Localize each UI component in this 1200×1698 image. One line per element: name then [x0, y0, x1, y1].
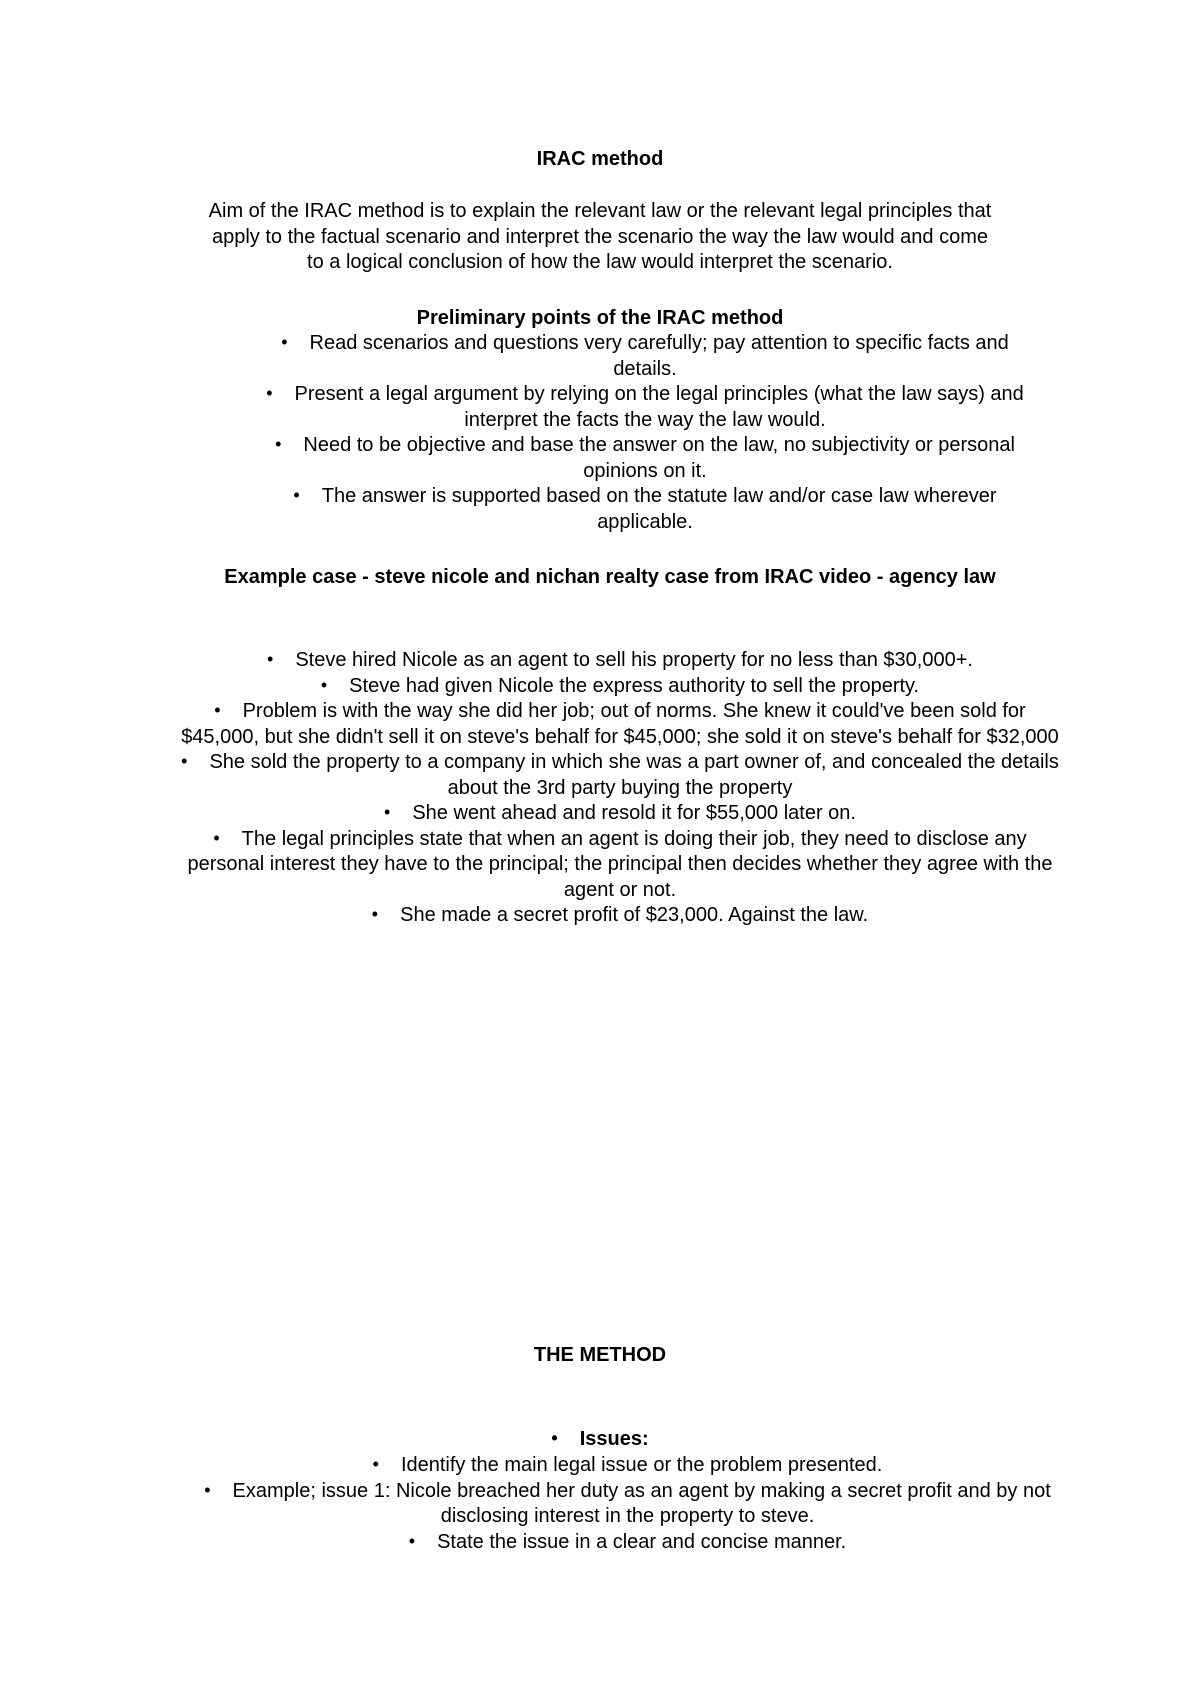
- list-item: • Steve had given Nicole the express authority to sell the property.: [175, 674, 1065, 700]
- issues-list: [160, 1427, 1040, 1453]
- example-list: [175, 648, 1065, 929]
- list-item: • The answer is supported based on the statute law and/or case law wherever applicable.: [250, 484, 1040, 535]
- example-list-container: [175, 648, 1065, 929]
- list-item: • She sold the property to a company in which she was a part owner of, and concealed the details about the 3rd party buying the property: [175, 750, 1065, 801]
- list-item: • Present a legal argument by relying on the legal principles (what the law says) and interpret the facts the way the law would.: [250, 382, 1040, 433]
- intro-text: Aim of the IRAC method is to explain the relevant law or the relevant legal principles that apply to the factual scenario and interpret the scenario the way the law would and come to a logical conclusion of how the law would interpret the scenario.: [208, 200, 992, 273]
- preliminary-heading: Preliminary points of the IRAC method: [416, 307, 784, 329]
- issues-container: [160, 1427, 1040, 1453]
- list-item: • Read scenarios and questions very carefully; pay attention to specific facts and details.: [250, 331, 1040, 382]
- preliminary-list: [250, 331, 1040, 535]
- list-item: • Need to be objective and base the answer on the law, no subjectivity or personal opinions on it.: [250, 433, 1040, 484]
- list-item: • She made a secret profit of $23,000. Against the law.: [175, 903, 1065, 929]
- list-item: • State the issue in a clear and concise manner.: [195, 1530, 1060, 1556]
- intro-paragraph: [205, 199, 995, 276]
- list-item: • Steve hired Nicole as an agent to sell his property for no less than $30,000+.: [175, 648, 1065, 674]
- preliminary-list-container: [250, 331, 1040, 535]
- issues-label: • Issues:: [160, 1427, 1040, 1453]
- example-heading: Example case - steve nicole and nichan realty case from IRAC video - agency law: [224, 566, 996, 588]
- list-item: • Example; issue 1: Nicole breached her duty as an agent by making a secret profit and by not disclosing interest in the property to steve.: [195, 1479, 1060, 1530]
- method-list-container: [195, 1453, 1060, 1555]
- method-heading: THE METHOD: [533, 1344, 667, 1366]
- list-item: • She went ahead and resold it for $55,000 later on.: [175, 801, 1065, 827]
- document-title: IRAC method: [536, 148, 664, 170]
- list-item: • The legal principles state that when an agent is doing their job, they need to disclose any personal interest they have to the principal; the principal then decides whether they agree with the agent or not.: [175, 827, 1065, 904]
- method-list: [195, 1453, 1060, 1555]
- list-item: • Identify the main legal issue or the problem presented.: [195, 1453, 1060, 1479]
- list-item: • Problem is with the way she did her job; out of norms. She knew it could've been sold for $45,000, but she didn't sell it on steve's behalf for $45,000; she sold it on steve's behalf for $32,000: [175, 699, 1065, 750]
